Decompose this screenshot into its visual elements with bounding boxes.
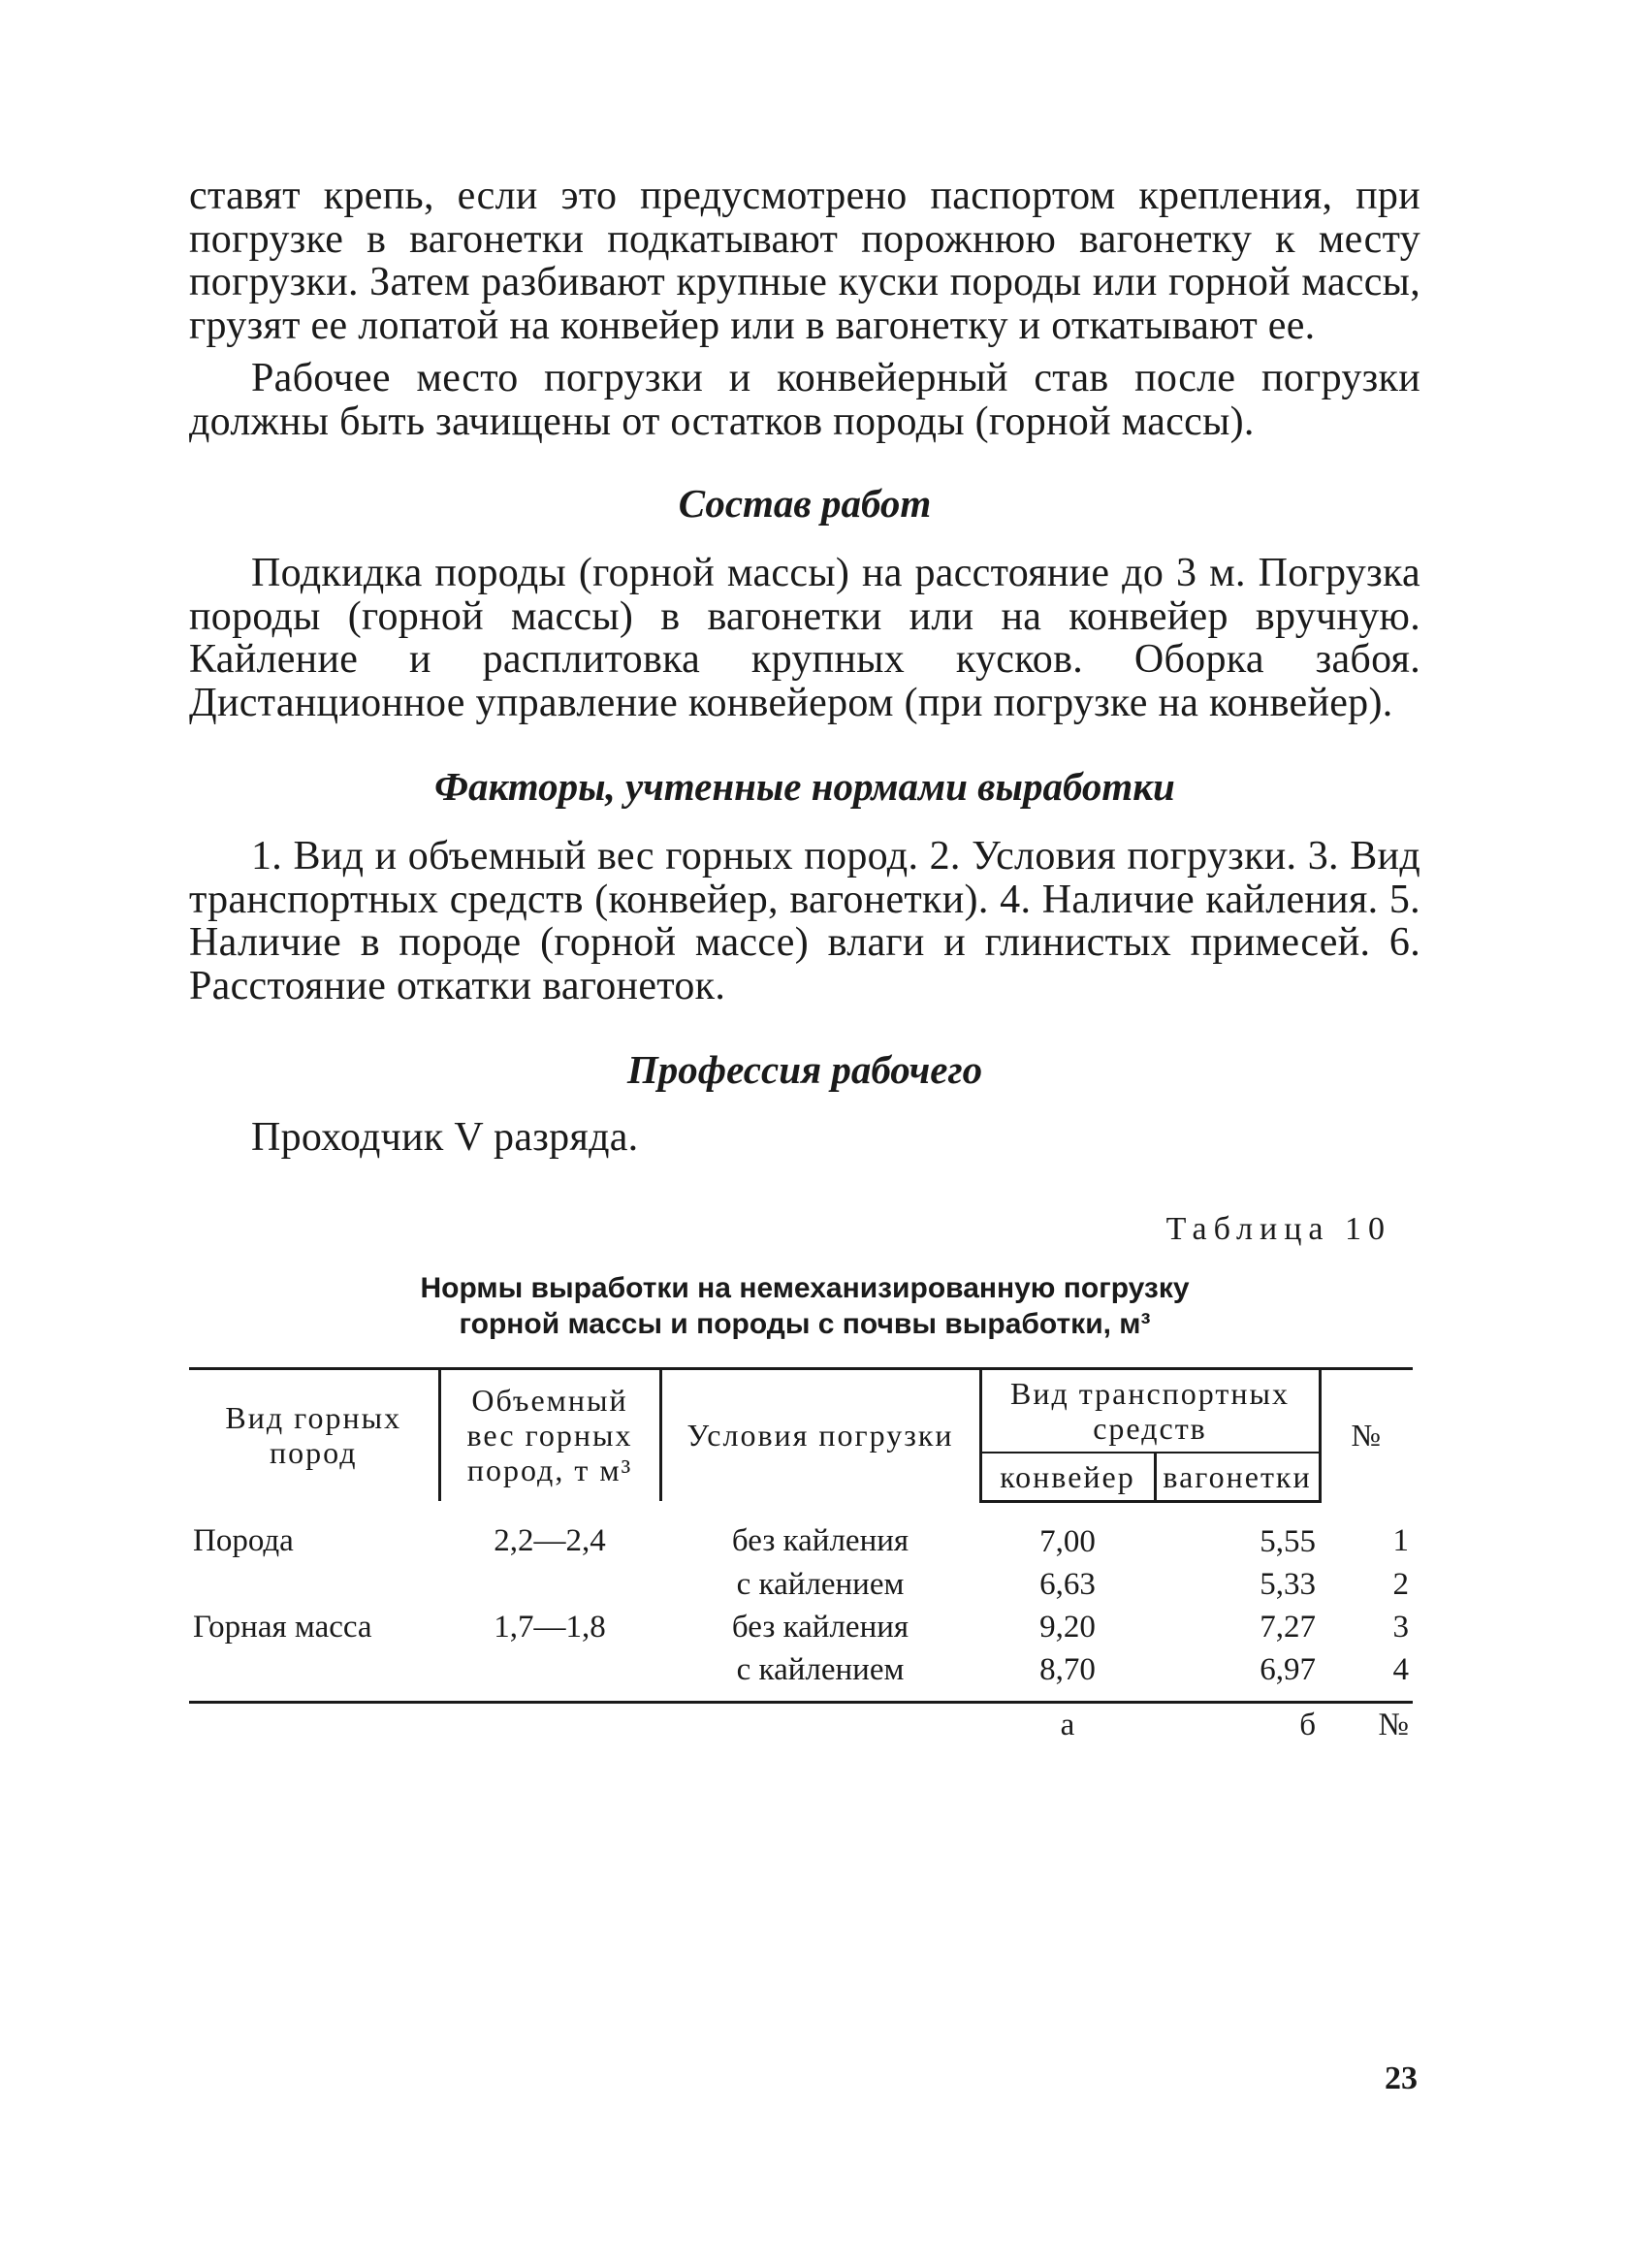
header-conditions: Условия погрузки: [660, 1368, 980, 1501]
cell-density: 2,2—2,4: [494, 1522, 606, 1558]
intro-paragraph-2: Рабочее место погрузки и конвейерный став после погрузки должны быть зачищены от остатков породы (горной массы).: [189, 356, 1420, 444]
table-footer-row: [189, 1702, 1413, 1746]
heading-work-composition: Состав работ: [678, 481, 932, 526]
cell-density: [439, 1563, 660, 1606]
cell-number: 2: [1392, 1566, 1409, 1602]
profession-text: Проходчик V разряда.: [251, 1115, 639, 1160]
cell-wagons: 7,27: [1260, 1609, 1316, 1645]
header-number: №: [1320, 1368, 1413, 1501]
header-wagons: вагонетки: [1155, 1453, 1320, 1502]
table-row: [189, 1648, 1413, 1703]
cell-wagons: 5,33: [1260, 1566, 1316, 1602]
cell-number: 1: [1392, 1522, 1409, 1558]
factors-text: 1. Вид и объемный вес горных пород. 2. Условия погрузки. 3. Вид транспортных средств (конвейер, вагонетки). 4. Наличие кайления. 5. Наличие в породе (горной массе) влаги и глинистых примесей. 6. Расстояние откатки вагонеток.: [189, 834, 1420, 1008]
table-row: [189, 1606, 1413, 1648]
work-composition-text: Подкидка породы (горной массы) на расстояние до 3 м. Погрузка породы (горной массы) в вагонетки или на конвейер вручную. Кайление и расплитовка крупных кусков. Оборка забоя. Дистанционное управление конвейером (при погрузке на конвейер).: [189, 551, 1420, 725]
heading-profession: Профессия рабочего: [626, 1047, 983, 1092]
cell-conveyor: 6,63: [1039, 1566, 1096, 1602]
cell-wagons: 5,55: [1260, 1523, 1316, 1559]
footer-col-a: а: [1060, 1707, 1075, 1742]
cell-rock: [189, 1563, 439, 1606]
footer-number: №: [1378, 1707, 1409, 1742]
cell-wagons: 6,97: [1155, 1648, 1320, 1703]
table-caption-line-1: Нормы выработки на немеханизированную погрузку: [420, 1271, 1190, 1304]
cell-rock: [189, 1648, 439, 1703]
cell-conveyor: 8,70: [980, 1648, 1155, 1703]
page-number: 23: [1385, 2060, 1418, 2096]
table-row: [189, 1501, 1413, 1563]
cell-conveyor: 7,00: [1039, 1523, 1096, 1559]
cell-rock: Порода: [193, 1522, 294, 1558]
cell-number: 4: [1320, 1648, 1413, 1703]
cell-density: [439, 1648, 660, 1703]
footer-col-b: б: [1299, 1707, 1316, 1742]
intro-paragraph-1: ставят крепь, если это предусмотрено паспортом крепления, при погрузке в вагонетки подкатывают порожнюю вагонетку к месту погрузки. Затем разбивают крупные куски породы или горной массы, грузят ее лопатой на конвейер или в вагонетку и откатывают ее.: [189, 174, 1420, 348]
cell-density: 1,7—1,8: [494, 1609, 606, 1645]
table-caption: [189, 1270, 1420, 1342]
table-label: Таблица 10: [1165, 1210, 1391, 1247]
header-rock-type: Вид горных пород: [189, 1368, 439, 1501]
cell-condition: с кайлением: [660, 1648, 980, 1703]
header-transport: Вид транспортных средств: [980, 1368, 1320, 1453]
table-caption-line-2: горной массы и породы с почвы выработки, м³: [459, 1307, 1151, 1340]
page-content: [189, 175, 1420, 1746]
cell-rock: Горная масса: [193, 1609, 372, 1645]
cell-number: 3: [1392, 1609, 1409, 1645]
table-row: [189, 1563, 1413, 1606]
heading-factors: Факторы, учтенные нормами выработки: [434, 764, 1175, 809]
header-conveyor: конвейер: [980, 1453, 1155, 1502]
cell-condition: с кайлением: [736, 1566, 905, 1602]
header-density: Объемный вес горных пород, т м³: [439, 1368, 660, 1501]
cell-condition: без кайления: [731, 1522, 909, 1558]
cell-condition: без кайления: [731, 1609, 909, 1645]
norms-table: [189, 1367, 1413, 1746]
cell-conveyor: 9,20: [1039, 1609, 1096, 1645]
